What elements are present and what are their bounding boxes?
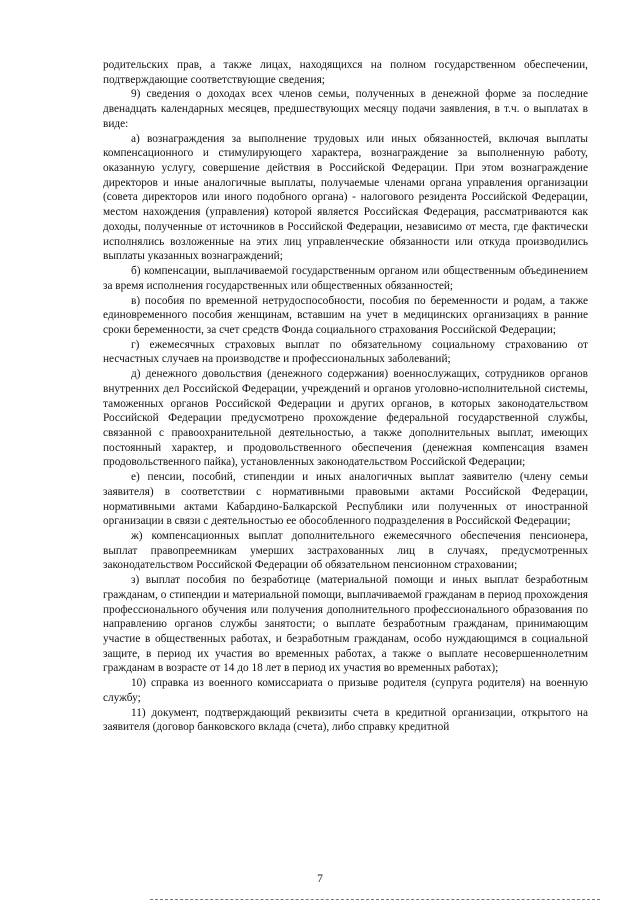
paragraph-item-9: 9) сведения о доходах всех членов семьи, полученных в денежной форме за последние двенадцать календарных месяцев, предшествующих месяцу подачи заявления, в т.ч. о выплатах в виде: [103, 88, 588, 130]
paragraph-continuation: родительских прав, а также лицах, находящихся на полном государственном обеспечении, подтверждающие соответствующие сведения; [103, 59, 588, 86]
paragraph-subitem-b: б) компенсации, выплачиваемой государственным органом или общественным объединением за время исполнения государственных или общественных обязанностей; [103, 265, 588, 292]
paragraph-subitem-a: а) вознаграждения за выполнение трудовых или иных обязанностей, включая выплаты компенсационного и стимулирующего характера, вознаграждение за выполненную работу, оказанную услугу, совершение действия в Российской Федерации. При этом вознаграждение директоров и иные аналогичные выплаты, получаемые членами органа управления организации (совета директоров или иного подобного органа) - налогового резидента Российской Федерации, местом нахождения (управления) которой является Российская Федерация, рассматриваются как доходы, полученные от источников в Российской Федерации, независимо от места, где фактически исполнялись возложенные на этих лиц управленческие обязанности или откуда производились выплаты указанных вознаграждений; [103, 132, 588, 263]
paragraph-subitem-zh: ж) компенсационных выплат дополнительного ежемесячного обеспечения пенсионера, выплат правопреемникам умерших застрахованных лиц в случаях, предусмотренных законодательством Российской Федерации об обязательном пенсионном страховании; [103, 530, 588, 572]
paragraph-subitem-v: в) пособия по временной нетрудоспособности, пособия по беременности и родам, а также единовременного пособия женщинам, вставшим на учет в медицинских организациях в ранние сроки беременности, за счет средств Фонда социального страхования Российской Федерации; [103, 294, 588, 336]
paragraph-subitem-d: д) денежного довольствия (денежного содержания) военнослужащих, сотрудников органов внутренних дел Российской Федерации, учреждений и органов уголовно-исполнительной системы, таможенных органов Российской Федерации и других органов, в которых законодательством Российской Федерации предусмотрено прохождение федеральной государственной службы, связанной с правоохранительной деятельностью, а также дополнительных выплат, имеющих постоянный характер, и продовольственного обеспечения (денежная компенсация взамен продовольственного пайка), установленных законодательством Российской Федерации; [103, 368, 588, 469]
footer-divider [150, 899, 600, 900]
paragraph-subitem-g: г) ежемесячных страховых выплат по обязательному социальному страхованию от несчастных случаев на производстве и профессиональных заболеваний; [103, 338, 588, 366]
paragraph-item-10: 10) справка из военного комиссариата о призыве родителя (супруга родителя) на военную службу; [103, 677, 588, 704]
paragraph-item-11: 11) документ, подтверждающий реквизиты счета в кредитной организации, открытого на заявителя (договор банковского вклада (счета), либо справку кредитной [103, 706, 588, 734]
page-number: 7 [317, 873, 323, 885]
paragraph-subitem-z: з) выплат пособия по безработице (материальной помощи и иных выплат безработным гражданам, о стипендии и материальной помощи, выплачиваемой гражданам в период прохождения профессионального обучения или получения дополнительного профессионального образования по направлению органов службы занятости; о выплате безработным гражданам, принимающим участие в общественных работах, и безработным гражданам, особо нуждающимся в социальной защите, в период их участия во временных работах, а также о выплате несовершеннолетним гражданам в возрасте от 14 до 18 лет в период их участия во временных работах); [103, 574, 588, 675]
paragraph-subitem-e: е) пенсии, пособий, стипендии и иных аналогичных выплат заявителю (члену семьи заявителя) в соответствии с нормативными правовыми актами Российской Федерации, нормативными актами Кабардино-Балкарской Республики или полученных от иностранной организации в связи с деятельностью ее обособленного подразделения в Российской Федерации; [103, 471, 588, 528]
